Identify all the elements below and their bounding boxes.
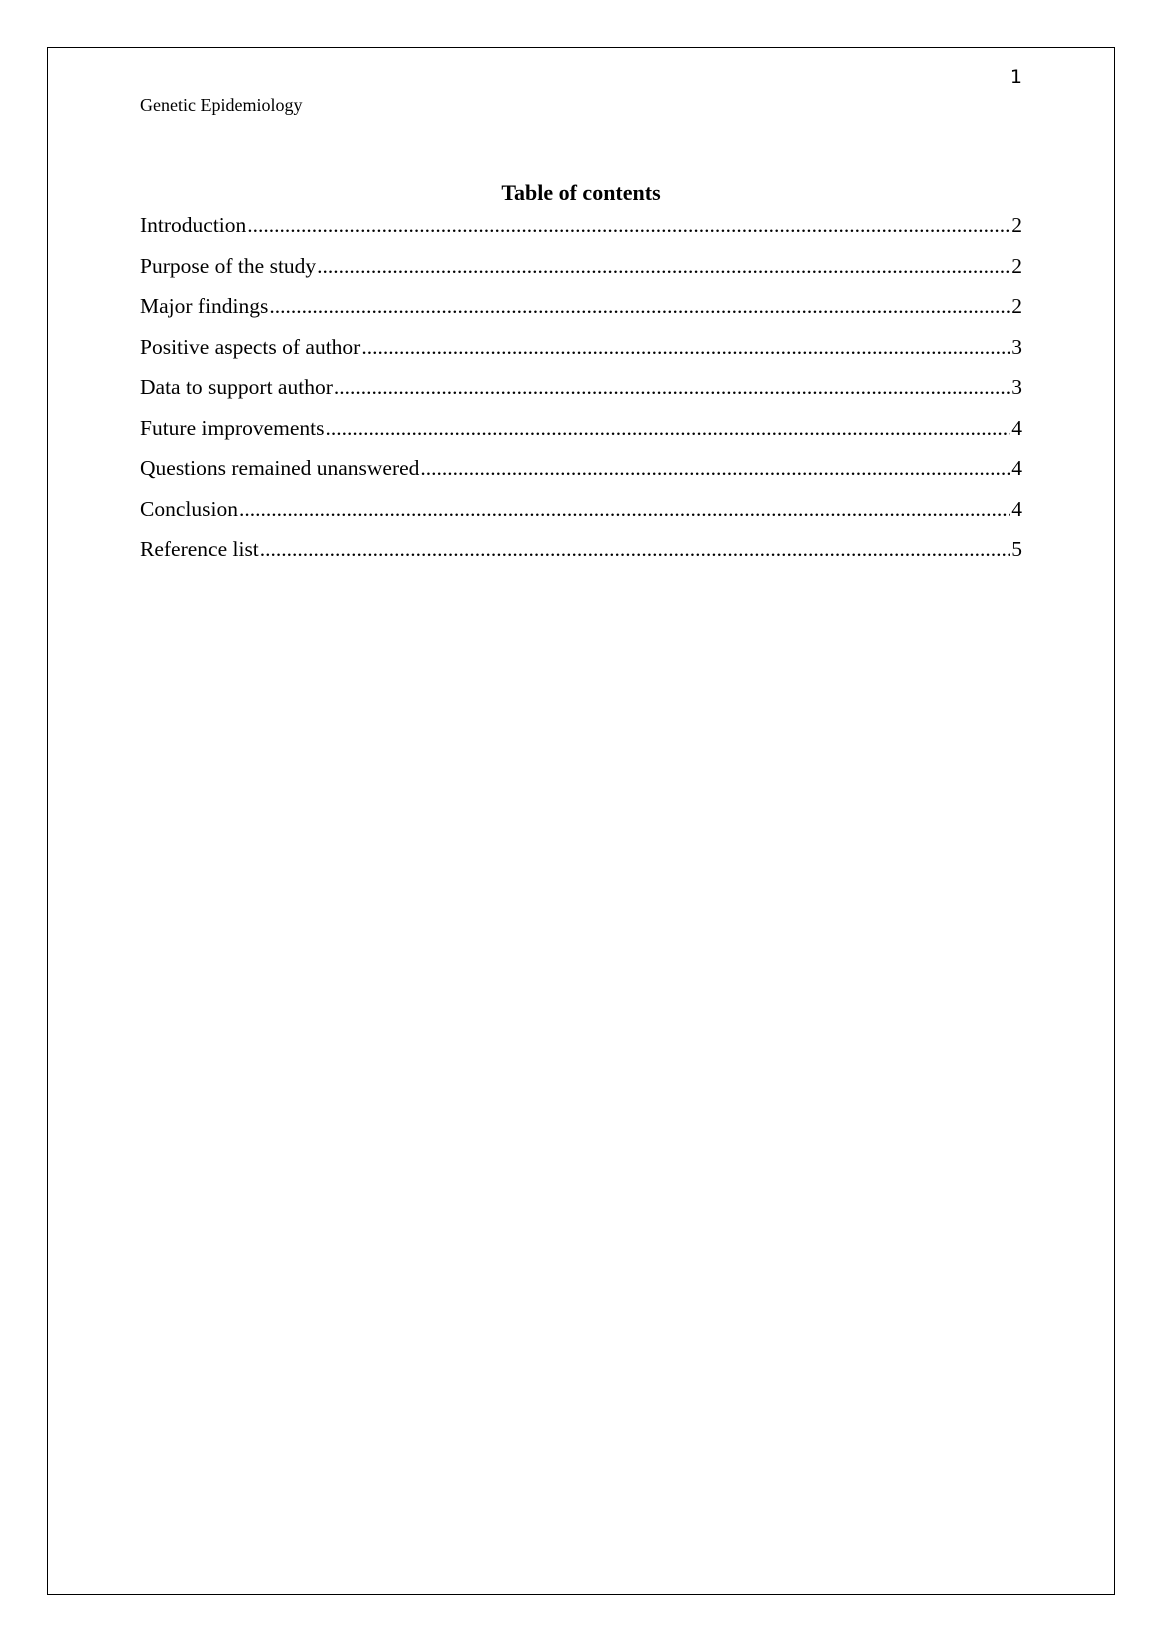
toc-list xyxy=(140,210,1022,575)
toc-dot-leader xyxy=(361,332,1010,362)
toc-entry-positive-aspects-of-author[interactable] xyxy=(140,332,1022,373)
toc-entry-reference-list[interactable] xyxy=(140,534,1022,575)
toc-dot-leader xyxy=(260,534,1010,564)
toc-title: Table of contents xyxy=(501,180,661,205)
toc-dot-leader xyxy=(239,494,1010,524)
toc-entry-label: Introduction xyxy=(140,213,247,237)
toc-entry-page: 4 xyxy=(1011,456,1022,480)
toc-entry-label: Questions remained unanswered xyxy=(140,456,420,480)
toc-entry-label: Data to support author xyxy=(140,375,333,399)
toc-entry-page: 5 xyxy=(1011,537,1022,561)
toc-entry-page: 4 xyxy=(1011,496,1022,521)
toc-entry-conclusion[interactable] xyxy=(140,494,1022,535)
toc-dot-leader xyxy=(326,413,1011,443)
toc-entry-future-improvements[interactable] xyxy=(140,413,1022,454)
toc-entry-major-findings[interactable] xyxy=(140,291,1022,332)
toc-entry-page: 2 xyxy=(1011,213,1022,237)
toc-dot-leader xyxy=(269,291,1010,321)
toc-entry-page: 3 xyxy=(1011,334,1022,359)
toc-entry-label: Purpose of the study xyxy=(140,253,317,278)
toc-entry-questions-remained-unanswered[interactable] xyxy=(140,453,1022,494)
toc-dot-leader xyxy=(334,372,1010,402)
toc-entry-label: Reference list xyxy=(140,537,259,561)
toc-dot-leader xyxy=(317,251,1010,281)
toc-entry-page: 3 xyxy=(1011,375,1022,399)
toc-entry-label: Positive aspects of author xyxy=(140,334,361,359)
toc-entry-introduction[interactable] xyxy=(140,210,1022,251)
toc-entry-page: 4 xyxy=(1011,415,1022,440)
toc-entry-page: 2 xyxy=(1011,294,1022,318)
toc-dot-leader xyxy=(420,453,1010,483)
toc-entry-label: Major findings xyxy=(140,294,269,318)
running-head: Genetic Epidemiology xyxy=(140,95,303,115)
toc-entry-label: Conclusion xyxy=(140,496,238,521)
toc-entry-data-to-support-author[interactable] xyxy=(140,372,1022,413)
page-number: 1 xyxy=(1009,66,1022,88)
toc-entry-label: Future improvements xyxy=(140,415,325,440)
toc-entry-page: 2 xyxy=(1011,253,1022,278)
toc-entry-purpose-of-the-study[interactable] xyxy=(140,251,1022,292)
toc-dot-leader xyxy=(247,210,1010,240)
